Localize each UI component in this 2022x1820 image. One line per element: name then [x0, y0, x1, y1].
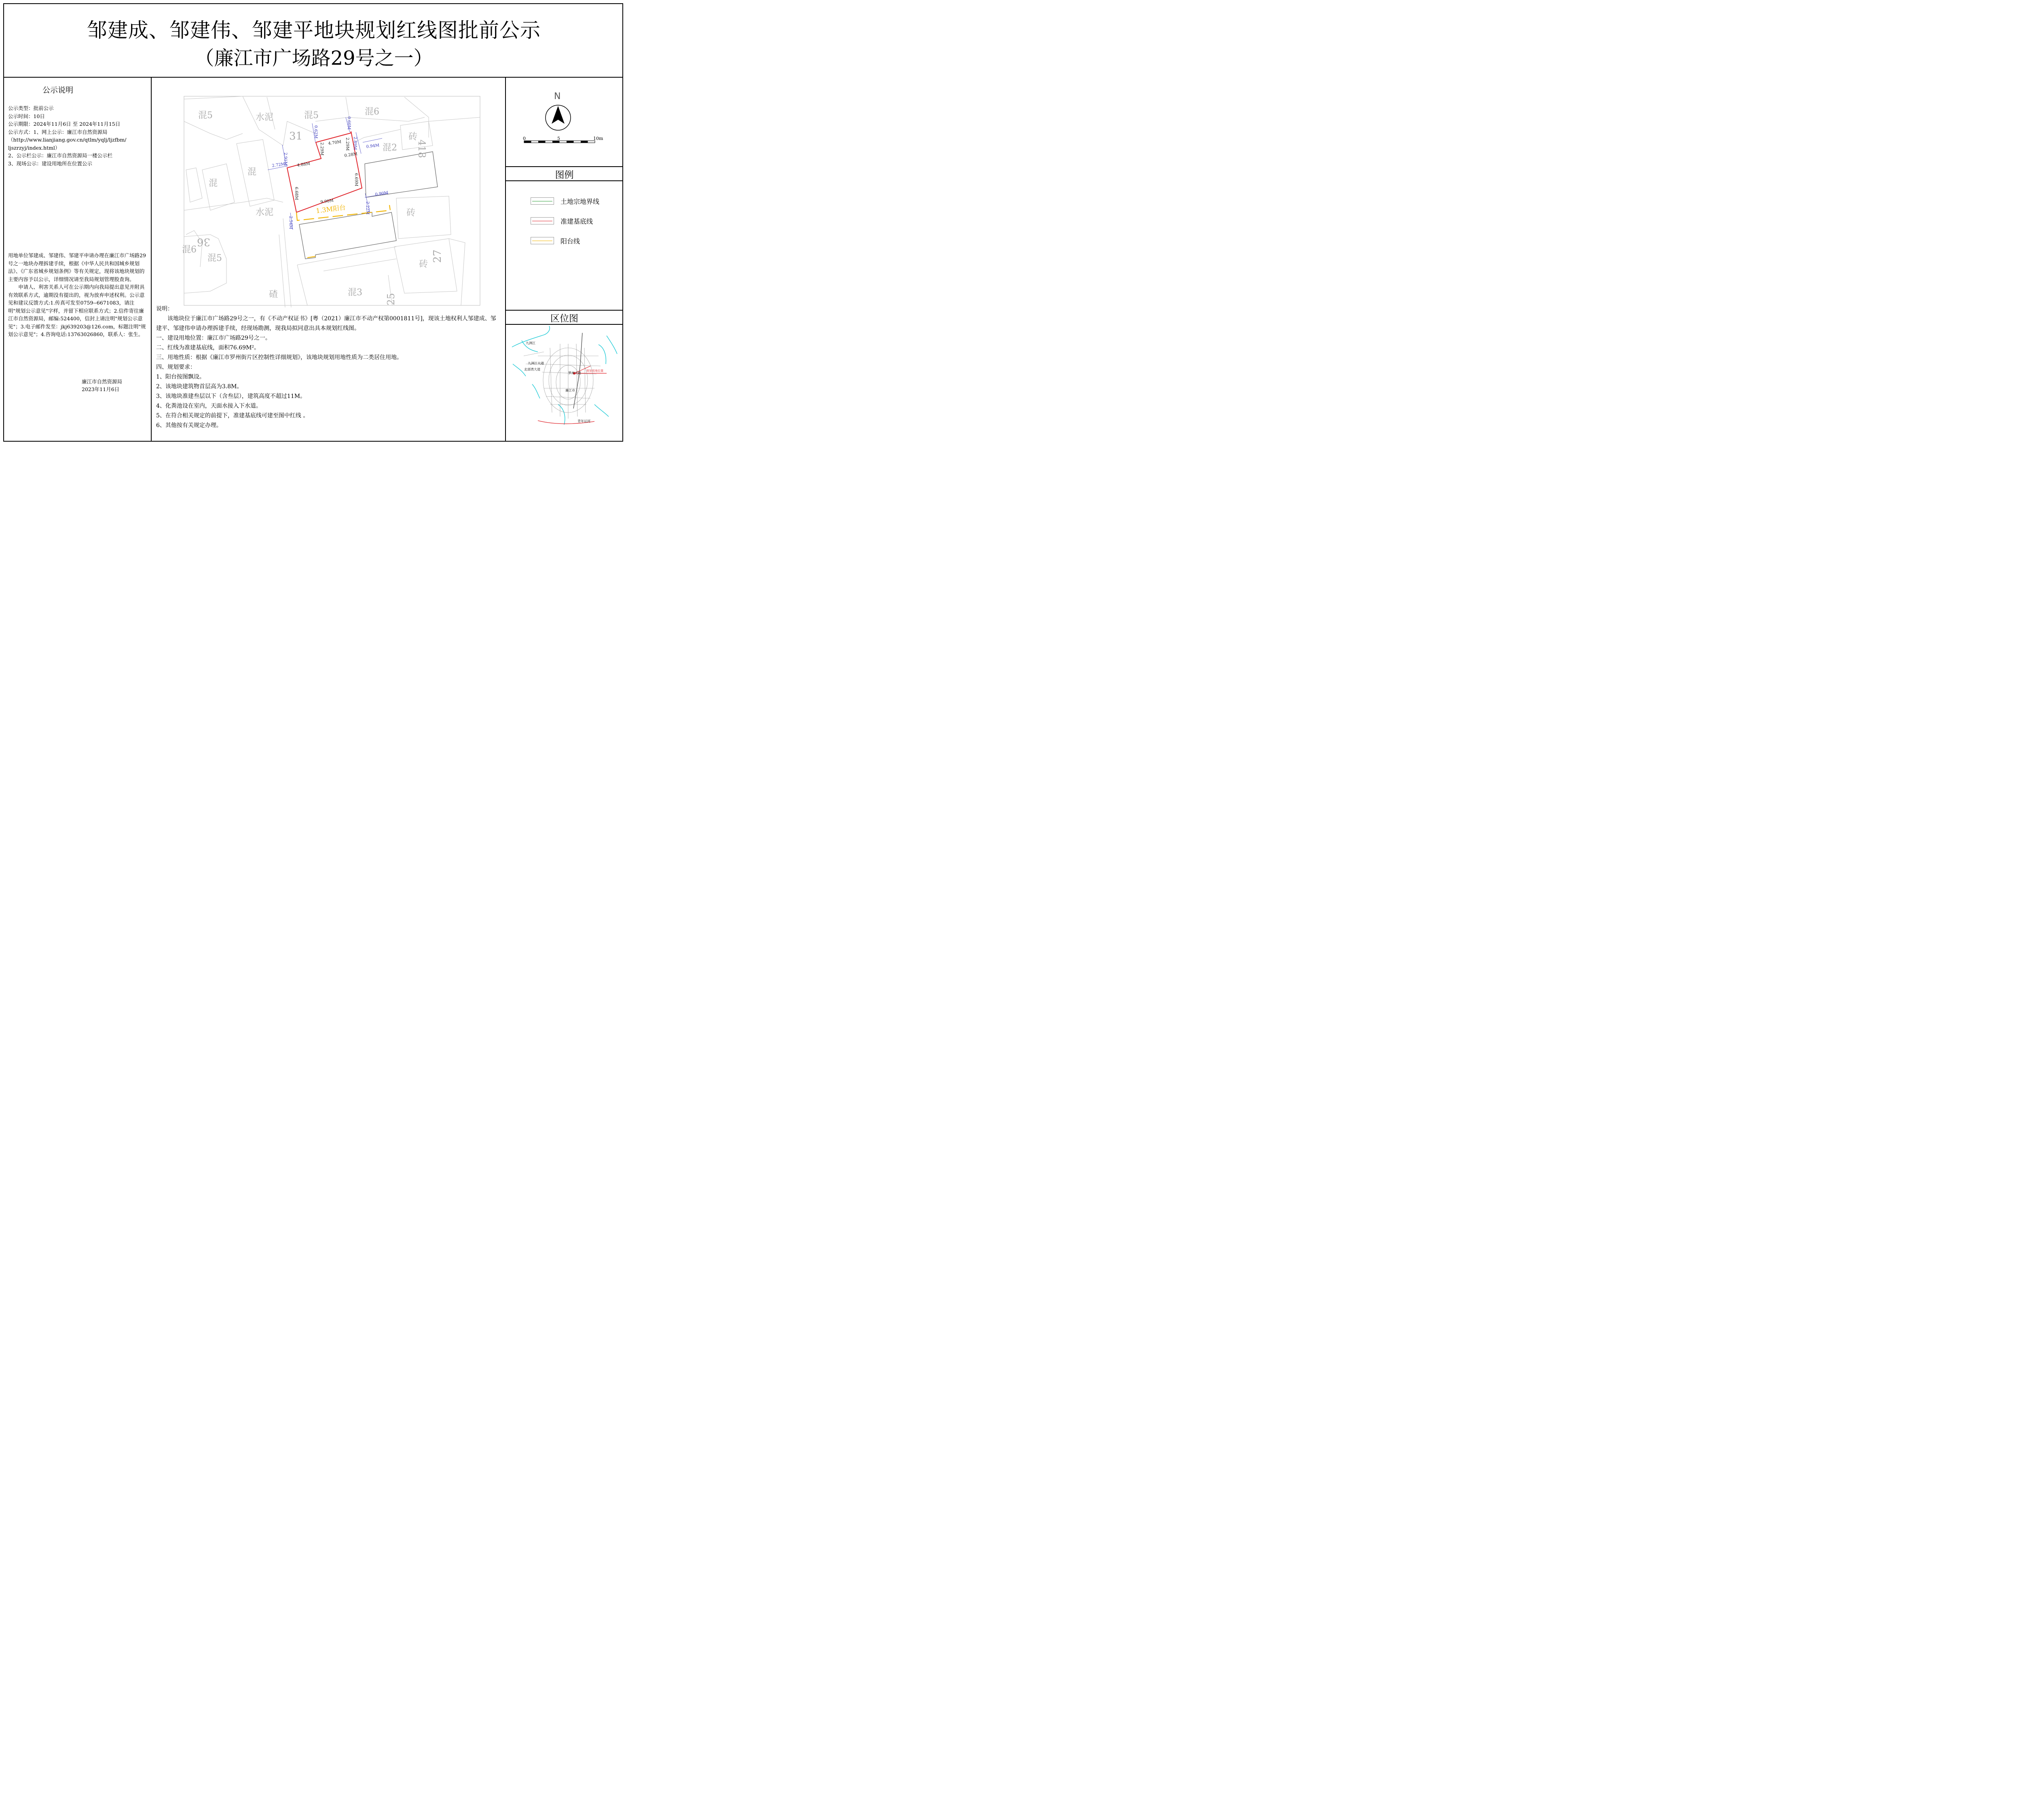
notice-line: 2、公示栏公示：廉江市自然资源局一楼公示栏 [8, 152, 112, 159]
map-label: 青年运河 [577, 419, 590, 423]
building-label: 25 [385, 293, 397, 305]
dim-label: 0.94M [366, 143, 380, 149]
building-label: 混5 [198, 110, 213, 121]
building-label: 418 [416, 140, 427, 158]
map-label: 罗州大道 [568, 371, 581, 375]
building-label: 混6 [365, 107, 379, 117]
dim-label: 2.29M [319, 142, 324, 156]
dim-label: 2.72M [271, 162, 286, 168]
building-label: 混3 [348, 288, 362, 298]
dim-label: 2.22M [365, 201, 370, 215]
building-label: 砖 [408, 132, 418, 142]
dim-label: 0.28M [344, 152, 358, 158]
description-line: 5、在符合相关规定的前提下，准建基底线可建至图中红线 。 [156, 413, 309, 419]
building-label: 混 [247, 167, 257, 177]
scale-tick-10: 10m [593, 136, 603, 141]
notice-paragraph-2: 申请人、利害关系人可在公示期内向我局提出意见并附具有效联系方式，逾期没有提出的，视为放弃申述权利。公示意见和建议反馈方式:1.传真可发至0759--6671083，请注明"规划公示意见"字样，并留下相应联系方式；2.信件寄往廉江市自然资源局，邮编:524400，信封上请注明"规划公示意见"；3.电子邮件发至：jkj639203@126.com，标题注明"规划公示意见"；4.咨询电话:13763026860，联系人：张生。 [8, 284, 146, 337]
description-line: 2、该地块建筑物首层高为3.8M。 [156, 383, 243, 390]
dim-label: 0.90M [374, 190, 389, 197]
building-label: 碴 [269, 290, 278, 300]
arrow-left-half [552, 106, 558, 124]
dim-label: 6.68M [294, 187, 298, 200]
legend-swatch [531, 237, 554, 244]
balcony-line-lower [307, 256, 315, 258]
building-label: 36 [197, 236, 210, 248]
legend-swatch [531, 217, 554, 224]
map-label: 九洲江 [526, 341, 535, 345]
page-subtitle: （廉江市广场路29号之一） [195, 47, 433, 70]
description-line: 4、化粪池设在室内，天面水接入下水道。 [156, 403, 262, 409]
legend-label: 阳台线 [560, 237, 580, 245]
notice-line: （http://www.lianjiang.gov.cn/qtlm/yqlj/ljzfbm/ [8, 137, 127, 143]
building-label: 砖 [419, 259, 428, 269]
notice-paragraph-1: 用地单位邹建成、邹建伟、邹建平申请办理在廉江市广场路29号之一地块办理拆建手续，根据《中华人民共和国城乡规划法》、《广东省城乡规划条例》等有关规定，现将该地块规划的主要内容予以公示，详细情况请至我局规划管理股查询。 [8, 252, 146, 282]
dim-label: 2.89M [353, 137, 357, 150]
dimension-labels-black [294, 138, 358, 205]
description-line: 该地块位于廉江市广场路29号之一，有《不动产权证书》[粤（2021）廉江市不动产权第0001811号]，现该土地权利人邹建成、邹 [156, 315, 496, 322]
compass-north-label: N [554, 91, 561, 102]
dim-label: 6.69M [354, 173, 358, 186]
dim-label: 0.62M [313, 125, 318, 139]
map-label: 规划用地位置 [586, 369, 603, 372]
notice-line: ljszrzyj/index.html） [8, 144, 60, 151]
dim-label: 2.54M [288, 216, 293, 229]
building-label: 砖 [406, 208, 416, 218]
building-label: 混 [209, 178, 218, 188]
building-label: 31 [289, 130, 303, 142]
page-title: 邹建成、邹建伟、邹建平地块规划红线图批前公示 [87, 19, 541, 42]
building-label: 混5 [304, 110, 319, 121]
building-label: 水泥 [256, 207, 274, 218]
description-line: 6、其他按有关规定办理。 [156, 422, 222, 429]
dim-label: 4.70M [328, 140, 342, 146]
description-heading: 说明： [156, 306, 173, 312]
plan-description [156, 304, 496, 430]
location-map-heading: 区位图 [550, 313, 578, 324]
dim-label: 4.88M [296, 161, 311, 168]
balcony-label: 1.3M阳台 [315, 203, 346, 215]
dim-label: 2.29M [345, 138, 349, 151]
north-arrow [546, 105, 571, 130]
signature-date: 2023年11月6日 [82, 386, 120, 392]
dim-label: 0.60M [347, 116, 351, 130]
building-label: 混5 [207, 253, 222, 263]
notice-line: 公示时间：10日 [8, 113, 45, 119]
scale-tick-5: 5 [557, 136, 560, 141]
legend-swatch [531, 197, 554, 205]
signature-org: 廉江市自然资源局 [82, 379, 123, 385]
map-label: 廉江市 [565, 389, 575, 392]
description-line: 一、建设用地位置：廉江市广场路29号之一。 [156, 335, 271, 341]
notice-line: 公示类型：批前公示 [8, 105, 54, 111]
legend-label: 土地宗地界线 [560, 198, 600, 205]
building-label: 混2 [383, 143, 397, 153]
dim-label: 9.90M [320, 198, 334, 205]
scale-tick-0: 0 [523, 136, 526, 141]
map-label: 北部湾大道 [524, 368, 540, 371]
description-line: 1、阳台按图飘设。 [156, 374, 205, 380]
notice-heading: 公示说明 [42, 86, 74, 95]
arrow-right-half [558, 106, 565, 124]
notice-line: 3、现场公示：建设用地所在位置公示 [8, 160, 92, 167]
description-line: 四、规划要求： [156, 364, 196, 370]
description-line: 3、该地块准建叁层以下（含叁层），建筑高度不超过11M。 [156, 393, 306, 400]
notice-line: 公示期限：2024年11月6日 至 2024年11月15日 [8, 121, 121, 127]
building-label: 27 [431, 249, 444, 263]
building-label: 水泥 [256, 112, 274, 123]
description-line: 二、红线为准建基底线，面积76.69M²。 [156, 345, 260, 351]
legend-label: 准建基底线 [560, 218, 593, 225]
building-label: 混6 [182, 245, 197, 255]
description-line: 建平、邹建伟申请办理拆建手续，经现场勘测，现我局拟同意出具本规划红线图。 [156, 325, 360, 332]
dim-label: 2.91M [283, 152, 288, 166]
map-label: 九洲江大道 [528, 362, 544, 365]
location-map [510, 326, 620, 439]
description-line: 三、用地性质：根据《廉江市罗州街片区控制性详细规划》，该地块规划用地性质为二类居住用地。 [156, 354, 402, 361]
legend-heading: 图例 [555, 170, 574, 180]
notice-line: 公示方式：1、网上公示：廉江市自然资源局 [8, 129, 108, 135]
